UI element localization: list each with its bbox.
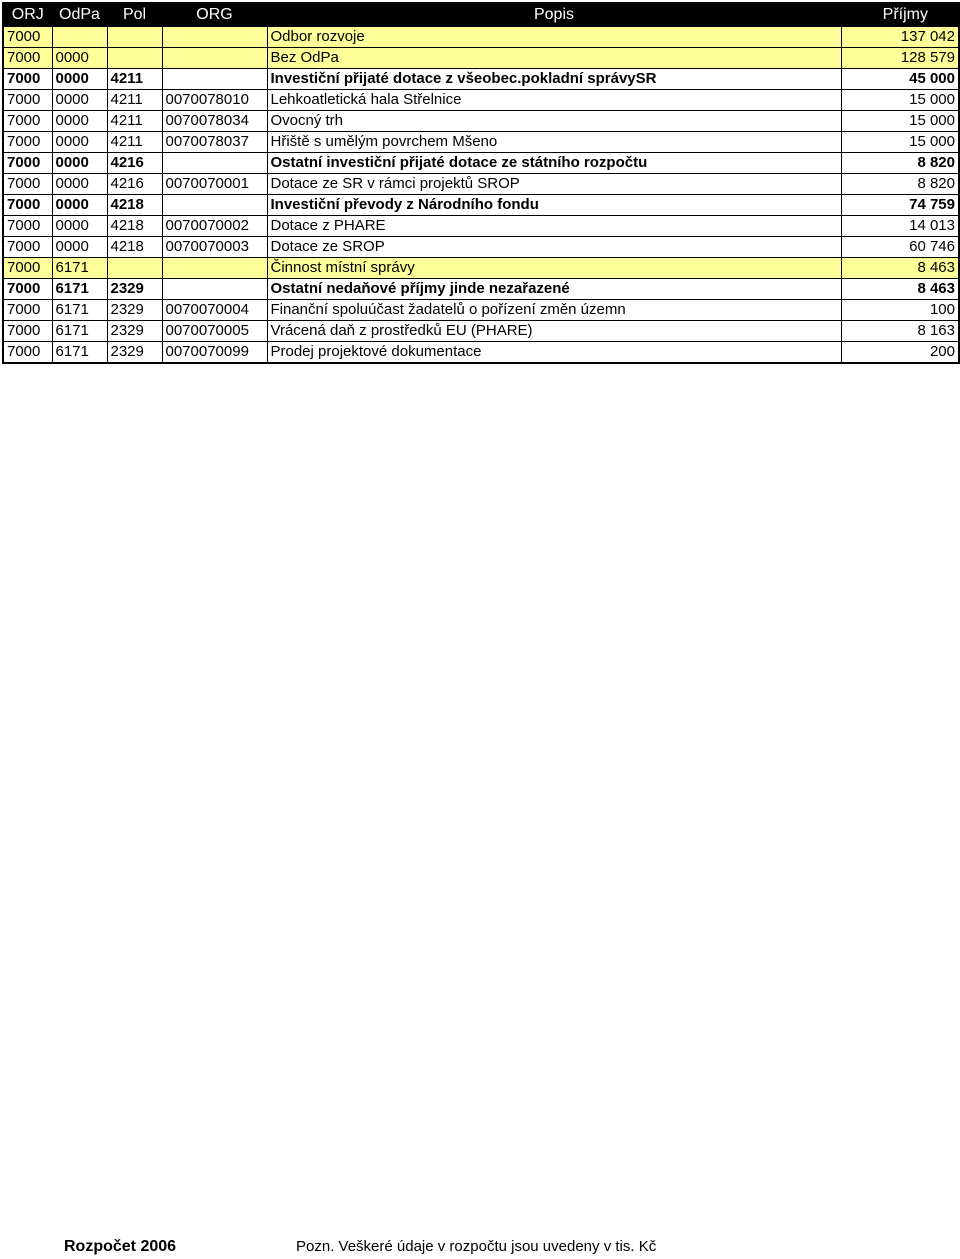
table-row — [3, 174, 959, 195]
cell-pol — [107, 26, 162, 48]
cell-pol: 2329 — [107, 321, 162, 342]
cell-org — [162, 258, 267, 279]
table-row — [3, 237, 959, 258]
cell-orj: 7000 — [3, 195, 52, 216]
cell-prijmy: 15 000 — [841, 90, 959, 111]
cell-pol: 4216 — [107, 174, 162, 195]
cell-pol: 2329 — [107, 300, 162, 321]
cell-odpa: 6171 — [52, 258, 107, 279]
cell-odpa: 0000 — [52, 195, 107, 216]
cell-prijmy: 14 013 — [841, 216, 959, 237]
cell-prijmy: 137 042 — [841, 26, 959, 48]
cell-popis: Ostatní investiční přijaté dotace ze státního rozpočtu — [267, 153, 841, 174]
cell-org: 0070070001 — [162, 174, 267, 195]
header-odpa: OdPa — [52, 3, 107, 26]
cell-org: 0070078010 — [162, 90, 267, 111]
cell-popis: Lehkoatletická hala Střelnice — [267, 90, 841, 111]
cell-pol: 4216 — [107, 153, 162, 174]
table-row — [3, 90, 959, 111]
cell-odpa: 6171 — [52, 342, 107, 364]
cell-popis: Bez OdPa — [267, 48, 841, 69]
table-row — [3, 258, 959, 279]
cell-orj: 7000 — [3, 132, 52, 153]
cell-org: 0070070099 — [162, 342, 267, 364]
cell-popis: Dotace ze SROP — [267, 237, 841, 258]
cell-popis: Prodej projektové dokumentace — [267, 342, 841, 364]
header-prijmy: Příjmy — [841, 3, 959, 26]
table-row — [3, 216, 959, 237]
cell-prijmy: 128 579 — [841, 48, 959, 69]
cell-orj: 7000 — [3, 279, 52, 300]
cell-orj: 7000 — [3, 69, 52, 90]
cell-odpa: 0000 — [52, 111, 107, 132]
table-row — [3, 342, 959, 364]
cell-popis: Dotace z PHARE — [267, 216, 841, 237]
cell-orj: 7000 — [3, 174, 52, 195]
cell-pol: 4211 — [107, 132, 162, 153]
cell-prijmy: 8 820 — [841, 174, 959, 195]
cell-org — [162, 26, 267, 48]
cell-orj: 7000 — [3, 258, 52, 279]
cell-orj: 7000 — [3, 48, 52, 69]
cell-orj: 7000 — [3, 216, 52, 237]
cell-prijmy: 8 163 — [841, 321, 959, 342]
cell-prijmy: 60 746 — [841, 237, 959, 258]
cell-popis: Vrácená daň z prostředků EU (PHARE) — [267, 321, 841, 342]
table-row — [3, 48, 959, 69]
cell-orj: 7000 — [3, 26, 52, 48]
cell-org: 0070078034 — [162, 111, 267, 132]
table-row — [3, 132, 959, 153]
header-org: ORG — [162, 3, 267, 26]
table-row — [3, 26, 959, 48]
cell-org — [162, 153, 267, 174]
cell-prijmy: 8 463 — [841, 279, 959, 300]
cell-org: 0070070002 — [162, 216, 267, 237]
cell-popis: Dotace ze SR v rámci projektů SROP — [267, 174, 841, 195]
cell-odpa: 0000 — [52, 153, 107, 174]
cell-popis: Ovocný trh — [267, 111, 841, 132]
cell-pol: 4211 — [107, 111, 162, 132]
cell-org: 0070070004 — [162, 300, 267, 321]
cell-prijmy: 8 820 — [841, 153, 959, 174]
cell-popis: Investiční přijaté dotace z všeobec.pokladní správySR — [267, 69, 841, 90]
cell-odpa: 0000 — [52, 237, 107, 258]
cell-pol: 2329 — [107, 279, 162, 300]
cell-odpa: 0000 — [52, 174, 107, 195]
cell-popis: Odbor rozvoje — [267, 26, 841, 48]
header-pol: Pol — [107, 3, 162, 26]
table-row — [3, 195, 959, 216]
cell-org: 0070070005 — [162, 321, 267, 342]
cell-org — [162, 48, 267, 69]
cell-popis: Finanční spoluúčast žadatelů o pořízení změn územn — [267, 300, 841, 321]
cell-pol: 4218 — [107, 237, 162, 258]
cell-orj: 7000 — [3, 321, 52, 342]
footer-note: Pozn. Veškeré údaje v rozpočtu jsou uvedeny v tis. Kč — [296, 1238, 657, 1255]
cell-odpa: 0000 — [52, 48, 107, 69]
cell-odpa: 0000 — [52, 132, 107, 153]
cell-popis: Činnost místní správy — [267, 258, 841, 279]
cell-prijmy: 200 — [841, 342, 959, 364]
cell-prijmy: 8 463 — [841, 258, 959, 279]
cell-org: 0070070003 — [162, 237, 267, 258]
cell-orj: 7000 — [3, 153, 52, 174]
table-row — [3, 69, 959, 90]
cell-pol: 4218 — [107, 195, 162, 216]
table-row — [3, 321, 959, 342]
header-orj: ORJ — [3, 3, 52, 26]
table-body — [3, 26, 959, 363]
cell-pol: 4211 — [107, 69, 162, 90]
cell-odpa: 0000 — [52, 90, 107, 111]
cell-pol: 2329 — [107, 342, 162, 364]
cell-prijmy: 45 000 — [841, 69, 959, 90]
cell-org — [162, 195, 267, 216]
cell-odpa: 6171 — [52, 300, 107, 321]
table-row — [3, 279, 959, 300]
cell-pol — [107, 258, 162, 279]
table-row — [3, 153, 959, 174]
cell-org — [162, 69, 267, 90]
cell-org — [162, 279, 267, 300]
table-row — [3, 111, 959, 132]
cell-prijmy: 15 000 — [841, 111, 959, 132]
cell-odpa: 0000 — [52, 216, 107, 237]
header-popis: Popis — [267, 3, 841, 26]
cell-orj: 7000 — [3, 342, 52, 364]
cell-orj: 7000 — [3, 111, 52, 132]
cell-orj: 7000 — [3, 90, 52, 111]
cell-prijmy: 100 — [841, 300, 959, 321]
cell-popis: Investiční převody z Národního fondu — [267, 195, 841, 216]
footer-title: Rozpočet 2006 — [64, 1238, 177, 1255]
cell-orj: 7000 — [3, 237, 52, 258]
cell-pol: 4218 — [107, 216, 162, 237]
cell-popis: Hřiště s umělým povrchem Mšeno — [267, 132, 841, 153]
cell-org: 0070078037 — [162, 132, 267, 153]
cell-pol — [107, 48, 162, 69]
cell-pol: 4211 — [107, 90, 162, 111]
cell-odpa: 0000 — [52, 69, 107, 90]
cell-orj: 7000 — [3, 300, 52, 321]
table-row — [3, 300, 959, 321]
cell-odpa — [52, 26, 107, 48]
cell-odpa: 6171 — [52, 279, 107, 300]
cell-prijmy: 15 000 — [841, 132, 959, 153]
table-header-row — [3, 3, 959, 26]
budget-table — [2, 2, 960, 364]
cell-odpa: 6171 — [52, 321, 107, 342]
cell-popis: Ostatní nedaňové příjmy jinde nezařazené — [267, 279, 841, 300]
cell-prijmy: 74 759 — [841, 195, 959, 216]
